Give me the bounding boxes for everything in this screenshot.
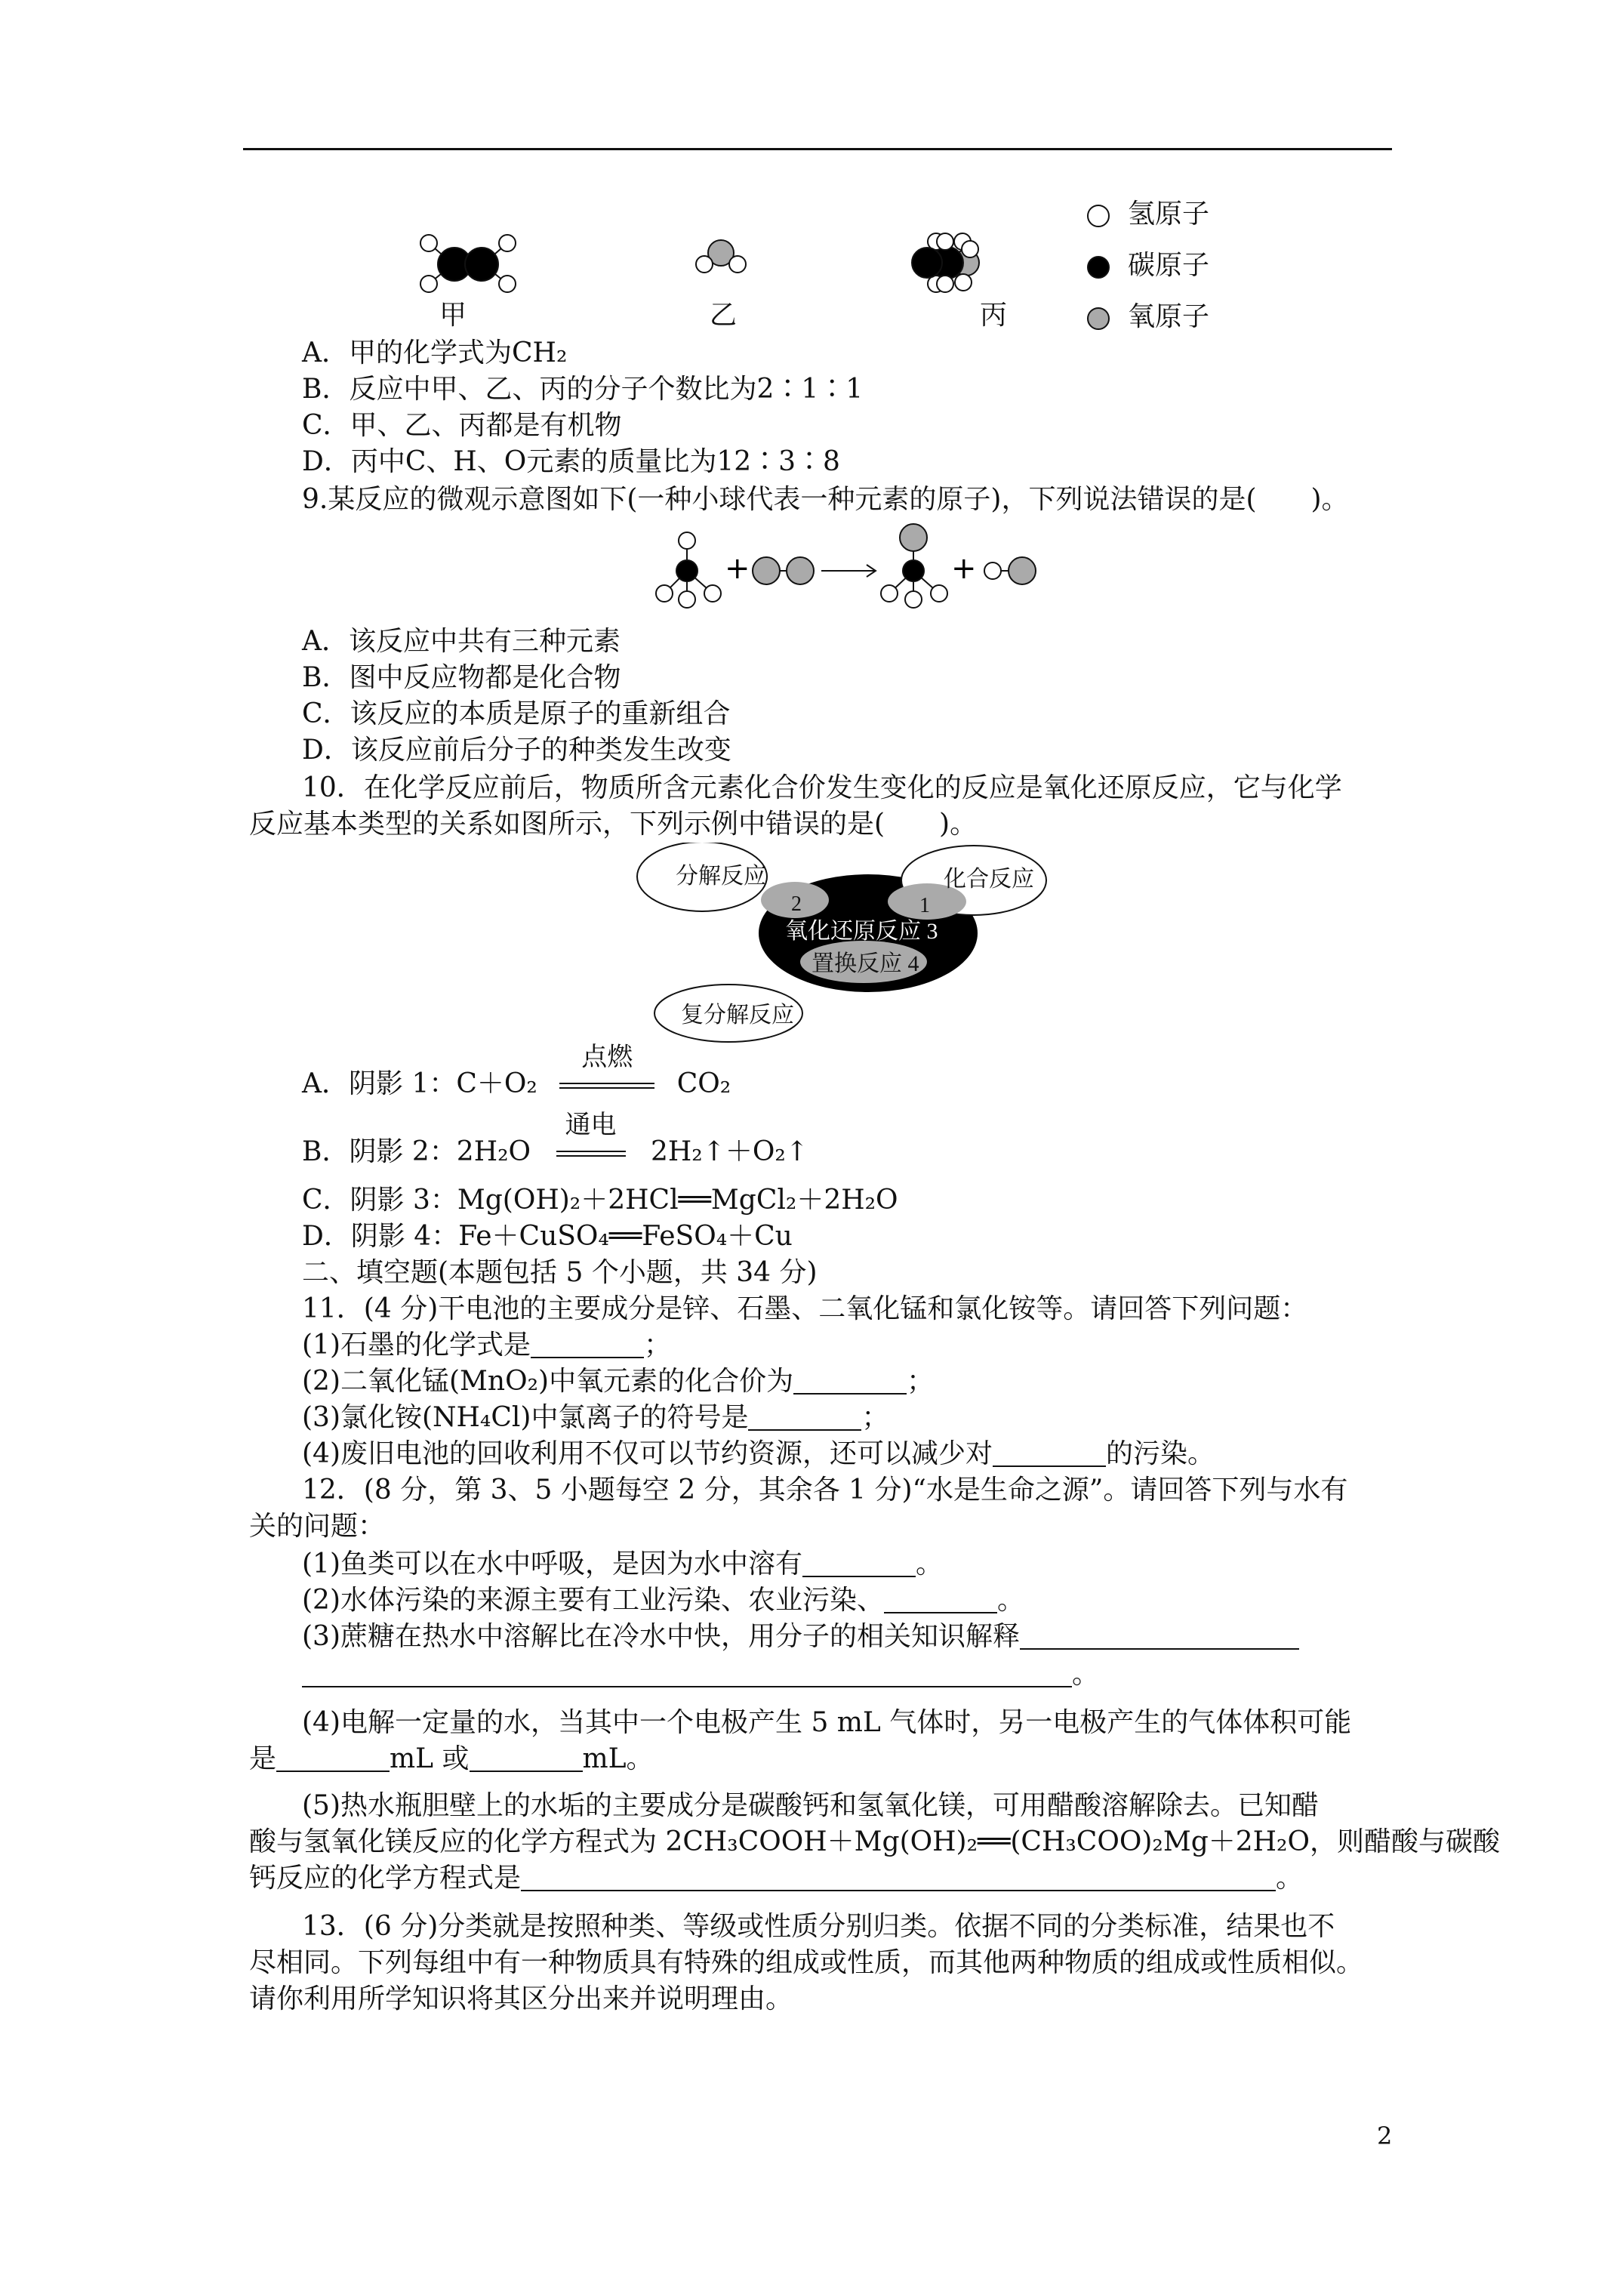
molecule-yi	[696, 240, 746, 273]
diagram-combination-label: 化合反应	[944, 867, 1034, 892]
q12-part-5-line-1: (5)热水瓶胆壁上的水垢的主要成分是碳酸钙和氢氧化镁，可用醋酸溶解除去。已知醋	[302, 1790, 1319, 1821]
answer-blank[interactable]	[802, 1550, 916, 1577]
answer-blank[interactable]	[884, 1586, 997, 1613]
q11-part-4: (4)废旧电池的回收利用不仅可以节约资源，还可以减少对 的污染。	[302, 1438, 1215, 1469]
q13-line-2: 尽相同。下列每组中有一种物质具有特殊的组成或性质，而其他两种物质的组成或性质相似。	[249, 1947, 1364, 1978]
diagram-redox-label: 氧化还原反应 3	[785, 919, 938, 944]
label-jia: 甲	[439, 300, 467, 331]
q10-option-d: D．阴影 4：Fe＋CuSO₄══FeSO₄＋Cu	[302, 1221, 793, 1252]
q11-part-1: (1)石墨的化学式是 ；	[302, 1330, 672, 1361]
answer-blank[interactable]	[748, 1404, 861, 1431]
diagram-shade1-label: 1	[919, 894, 930, 917]
answer-blank[interactable]	[531, 1331, 644, 1358]
q11-part-3: (3)氯化铵(NH₄Cl)中氯离子的符号是 ；	[302, 1402, 889, 1433]
q9-stem: 9.某反应的微观示意图如下(一种小球代表一种元素的原子)，下列说法错误的是( )。	[302, 484, 1349, 515]
q12-part-3-continued: 。	[302, 1658, 1099, 1691]
label-bing: 丙	[980, 300, 1008, 331]
header-rule	[243, 148, 1392, 150]
q12-part-4-line-1: (4)电解一定量的水，当其中一个电极产生 5 mL 气体时，另一电极产生的气体体积可能	[302, 1707, 1352, 1738]
diagram-shade2-label: 2	[791, 892, 802, 916]
diagram-double-decomposition-label: 复分解反应	[681, 1003, 794, 1028]
q12-part-3: (3)蔗糖在热水中溶解比在冷水中快，用分子的相关知识解释	[302, 1620, 1299, 1653]
q9-option-d: D．该反应前后分子的种类发生改变	[302, 735, 731, 766]
q11-part-2: (2)二氧化锰(MnO₂)中氧元素的化合价为 ；	[302, 1366, 935, 1397]
reaction-diagram	[649, 518, 1049, 616]
answer-blank[interactable]	[470, 1745, 583, 1772]
hydrogen-atom-icon	[1087, 205, 1110, 227]
q11-stem: 11．(4 分)干电池的主要成分是锌、石墨、二氧化锰和氯化铵等。请回答下列问题：	[302, 1293, 1308, 1324]
reaction-type-diagram	[634, 843, 1064, 1046]
q12-part-5-line-2: 酸与氢氧化镁反应的化学方程式为 2CH₃COOH＋Mg(OH)₂══(CH₃COO)₂Mg＋2H₂O，则醋酸与碳酸	[249, 1826, 1500, 1857]
section-2-heading: 二、填空题(本题包括 5 个小题，共 34 分)	[302, 1257, 818, 1288]
q10-stem-2: 反应基本类型的关系如图所示，下列示例中错误的是( )。	[249, 809, 978, 840]
q12-part-1: (1)鱼类可以在水中呼吸，是因为水中溶有 。	[302, 1549, 944, 1579]
answer-blank[interactable]	[1020, 1623, 1299, 1650]
oxygen-atom-icon	[1087, 307, 1110, 330]
q12-part-5-line-3: 钙反应的化学方程式是 。	[249, 1863, 1304, 1894]
answer-blank[interactable]	[793, 1367, 907, 1395]
diagram-decomposition-label: 分解反应	[676, 864, 766, 889]
q12-part-2: (2)水体污染的来源主要有工业污染、农业污染、 。	[302, 1585, 1025, 1616]
diagram-displacement-label: 置换反应 4	[812, 951, 919, 976]
molecule-bing	[912, 233, 979, 292]
q13-line-3: 请你利用所学知识将其区分出来并说明理由。	[249, 1983, 793, 2014]
label-yi: 乙	[710, 300, 738, 331]
answer-blank[interactable]	[993, 1440, 1106, 1467]
q8-option-a: A．甲的化学式为CH₂	[302, 337, 568, 368]
q8-option-d: D．丙中C、H、O元素的质量比为12∶3∶8	[302, 446, 840, 477]
answer-blank[interactable]	[521, 1864, 1276, 1891]
q9-option-c: C．该反应的本质是原子的重新组合	[302, 698, 731, 729]
legend-carbon: 碳原子	[1087, 249, 1209, 282]
q8-option-c: C．甲、乙、丙都是有机物	[302, 410, 622, 441]
q9-option-a: A．该反应中共有三种元素	[302, 626, 621, 657]
answer-blank[interactable]	[302, 1660, 1072, 1687]
svg-text:+: +	[951, 551, 977, 586]
q10-option-a: A．阴影 1：C＋O₂ 点燃 CO₂	[302, 1042, 731, 1099]
legend-hydrogen: 氢原子	[1087, 198, 1209, 231]
carbon-atom-icon	[1087, 256, 1110, 279]
q13-line-1: 13．(6 分)分类就是按照种类、等级或性质分别归类。依据不同的分类标准，结果也不	[302, 1911, 1335, 1942]
q10-option-c: C．阴影 3：Mg(OH)₂＋2HCl══MgCl₂＋2H₂O	[302, 1185, 898, 1216]
q12-stem-2: 关的问题：	[249, 1511, 386, 1542]
equation-condition-electrolysis: 通电	[556, 1136, 626, 1169]
q10-option-b: B．阴影 2：2H₂O 通电 2H₂↑＋O₂↑	[302, 1110, 808, 1167]
equation-condition-ignite: 点燃	[559, 1068, 654, 1101]
answer-blank[interactable]	[276, 1745, 390, 1772]
q12-part-4-line-2: 是 mL 或 mL。	[249, 1743, 654, 1774]
q9-option-b: B．图中反应物都是化合物	[302, 662, 621, 693]
svg-text:+: +	[725, 551, 750, 586]
molecule-jia	[420, 235, 516, 292]
legend-oxygen: 氧原子	[1087, 300, 1209, 334]
q12-stem-1: 12．(8 分，第 3、5 小题每空 2 分，其余各 1 分)“水是生命之源”。请回答下列与水有	[302, 1475, 1348, 1505]
q8-option-b: B．反应中甲、乙、丙的分子个数比为2∶1∶1	[302, 374, 864, 405]
molecule-figure	[408, 219, 1072, 332]
q10-stem-1: 10．在化学反应前后，物质所含元素化合价发生变化的反应是氧化还原反应，它与化学	[302, 772, 1342, 803]
page-number: 2	[1377, 2122, 1393, 2150]
